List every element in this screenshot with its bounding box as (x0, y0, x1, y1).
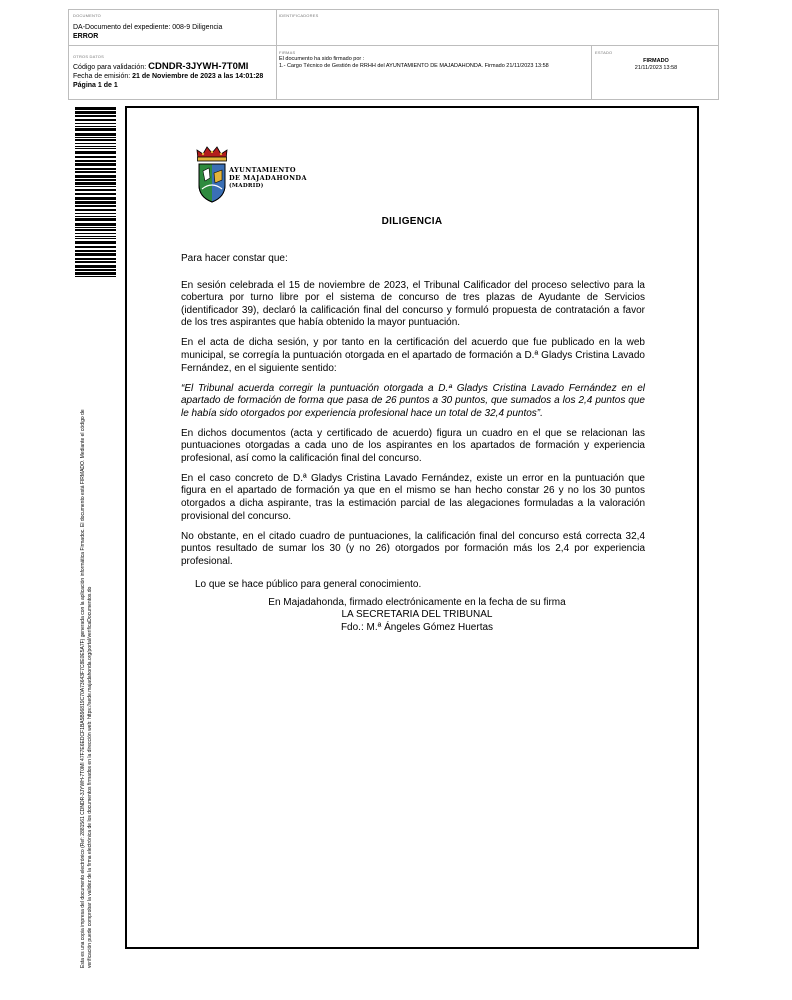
barcode-bar (75, 182, 116, 185)
barcode-bar (75, 137, 116, 138)
documento-caption: DOCUMENTO (73, 13, 101, 18)
barcode-bar (75, 193, 116, 195)
barcode-bar (75, 143, 116, 144)
side-text-line-2: verificación puede comprobar la validez de la firma electrónica de los documentos firmados en la dirección web: https://sede.majadahonda.org/portal/verificaDocumentos.do (86, 586, 93, 968)
letterhead-text (229, 166, 307, 190)
barcode-bar (75, 175, 116, 178)
page-count: Página 1 de 1 (73, 82, 118, 89)
barcode-bar (75, 227, 116, 228)
barcode-bar (75, 107, 116, 110)
signature-name: Fdo.: M.ª Ángeles Gómez Huertas (340, 621, 494, 633)
barcode-bar (75, 258, 116, 260)
identificadores-cell (279, 13, 318, 18)
barcode-bar (75, 233, 116, 234)
barcode-bar (75, 123, 116, 124)
barcode-bar (75, 250, 116, 252)
barcode-bar (75, 179, 116, 181)
barcode-bar (75, 253, 116, 256)
barcode-bar (75, 236, 116, 237)
otros-datos-caption: OTROS DATOS (73, 54, 104, 59)
closing-block (127, 579, 701, 634)
otros-datos-cell (73, 54, 273, 90)
barcode-bar (75, 146, 116, 147)
barcode-bar (75, 241, 116, 244)
paragraph-5: En el caso concreto de D.ª Gladys Cristina Lavado Fernández, existe un error en la puntuación que figura en el apartado de formación ya que en el mismo se han hecho constar 26 y no los 30 puntos otorgados a dicha aspirante, tras la estimación parcial de las alegaciones formuladas a la valoración provisional del concurso. (181, 472, 645, 522)
document-title: DILIGENCIA (381, 216, 443, 227)
signature-place: En Majadahonda, firmado electrónicamente en la fecha de su firma (268, 596, 566, 608)
barcode-bar (75, 128, 116, 131)
barcode-image (75, 107, 116, 278)
estado-date: 21/11/2023 13:58 (634, 65, 678, 71)
barcode-bar (75, 229, 116, 231)
document-body (181, 253, 645, 576)
barcode-bar (75, 276, 116, 277)
identificadores-caption: IDENTIFICADORES (279, 13, 319, 18)
barcode-bar (75, 209, 116, 211)
barcode-bar (75, 246, 116, 248)
barcode-bar (75, 171, 116, 173)
barcode-bar (75, 216, 116, 217)
quote-paragraph: “El Tribunal acuerda corregir la puntuación otorgada a D.ª Gladys Cristina Lavado Fernández en el apartado de formación de forma que pasa de 26 puntos a 30 puntos, que sumados a los 2,4 puntos que le había sido otorgados por experiencia profesional hace un total de 32,4 puntos”. (181, 382, 645, 419)
barcode-bar (75, 238, 116, 239)
intro-paragraph: Para hacer constar que: (181, 253, 288, 264)
barcode-bar (75, 139, 116, 141)
barcode-bar (75, 272, 116, 275)
letterhead-line-3: (MADRID) (229, 183, 264, 189)
barcode-bar (75, 160, 116, 162)
document-header (68, 9, 719, 100)
validation-code: CDNDR-3JYWH-7T0MI (148, 61, 249, 72)
barcode-bar (75, 197, 116, 200)
signature-role: LA SECRETARIA DEL TRIBUNAL (341, 609, 493, 621)
fecha-value: 21 de Noviembre de 2023 a las 14:01:28 (132, 73, 264, 80)
barcode-bar (75, 115, 116, 117)
firmas-caption: FIRMAS (279, 50, 296, 55)
coat-of-arms-icon (195, 145, 229, 205)
barcode-bar (75, 189, 116, 191)
firmas-line-1: El documento ha sido firmado por : (279, 56, 365, 62)
barcode-bar (75, 119, 116, 121)
fecha-label: Fecha de emisión: (73, 73, 131, 80)
barcode-bar (75, 213, 116, 214)
barcode-bar (75, 261, 116, 263)
letterhead-line-1: AYUNTAMIENTO (229, 166, 296, 174)
barcode-bar (75, 148, 116, 149)
documento-cell (73, 13, 273, 41)
firmas-line-2: 1.- Cargo Técnico de Gestión de RRHH del AYUNTAMIENTO DE MAJADAHONDA. Firmado 21/11/2023 13:58 (279, 63, 549, 69)
barcode-bar (75, 205, 116, 207)
estado-caption: ESTADO (595, 50, 613, 55)
barcode-bar (75, 163, 116, 166)
documento-error: ERROR (73, 33, 99, 40)
codigo-label: Código para validación: (73, 64, 147, 71)
barcode-bar (75, 168, 116, 170)
barcode-bar (75, 133, 116, 136)
barcode-bar (75, 269, 116, 271)
paragraph-2: En el acta de dicha sesión, y por tanto en la certificación del acuerdo que fue publicado en la web municipal, se corregía la puntuación otorgada en el apartado de formación a D.ª Gladys Cristina Lavado Fernández, en el siguiente sentido: (181, 337, 645, 374)
barcode-bar (75, 111, 116, 114)
letterhead-line-2: DE MAJADAHONDA (229, 174, 307, 182)
side-text-line-1: Esta es una copia impresa del documento electrónico (Ref: 2881561 CDNDR-3JYWH-7T0MI 47F7E6EDCF1BA5B96819C70A73643F7C8E0E5A7F) generada con la aplicación informática Firmadoc. El documento está FIRMADO. Mediante el código de (80, 409, 86, 968)
paragraph-4: En dichos documentos (acta y certificado de acuerdo) figura un cuadro en el que se relacionan las puntuaciones otorgadas a cada uno de los aspirantes en los apartados de formación y experiencia profesional, así como la calificación final del concurso. (181, 427, 645, 464)
barcode-bar (75, 151, 116, 154)
barcode-bar (75, 265, 116, 268)
estado-cell (595, 50, 717, 72)
barcode-bar (75, 126, 116, 127)
paragraph-6: No obstante, en el citado cuadro de puntuaciones, la calificación final del concurso está correcta 32,4 puntos resultado de sumar los 30 (y no 26) otorgados por formación más los 2,4 por experiencia profesional. (181, 530, 645, 567)
paragraph-1: En sesión celebrada el 15 de noviembre de 2023, el Tribunal Calificador del proceso selectivo para la cobertura por turno libre por el sistema de concurso de tres plazas de Ayudante de Servicios (identificador 39), declaró la calificación final del concurso y formuló propuesta de contratación a favor de los tres aspirantes que había obtenido la mayor puntuación. (181, 279, 645, 329)
barcode-bar (75, 223, 116, 226)
estado-value: FIRMADO (643, 58, 669, 64)
documento-text: DA-Documento del expediente: 008-9 Diligencia (73, 24, 223, 31)
document-page (125, 106, 699, 949)
public-notice: Lo que se hace público para general conocimiento. (195, 579, 422, 590)
barcode-bar (75, 186, 116, 187)
firmas-cell (279, 50, 587, 70)
barcode-bar (75, 201, 116, 204)
verification-side-text (80, 302, 93, 968)
barcode-bar (75, 156, 116, 158)
barcode-bar (75, 218, 116, 221)
